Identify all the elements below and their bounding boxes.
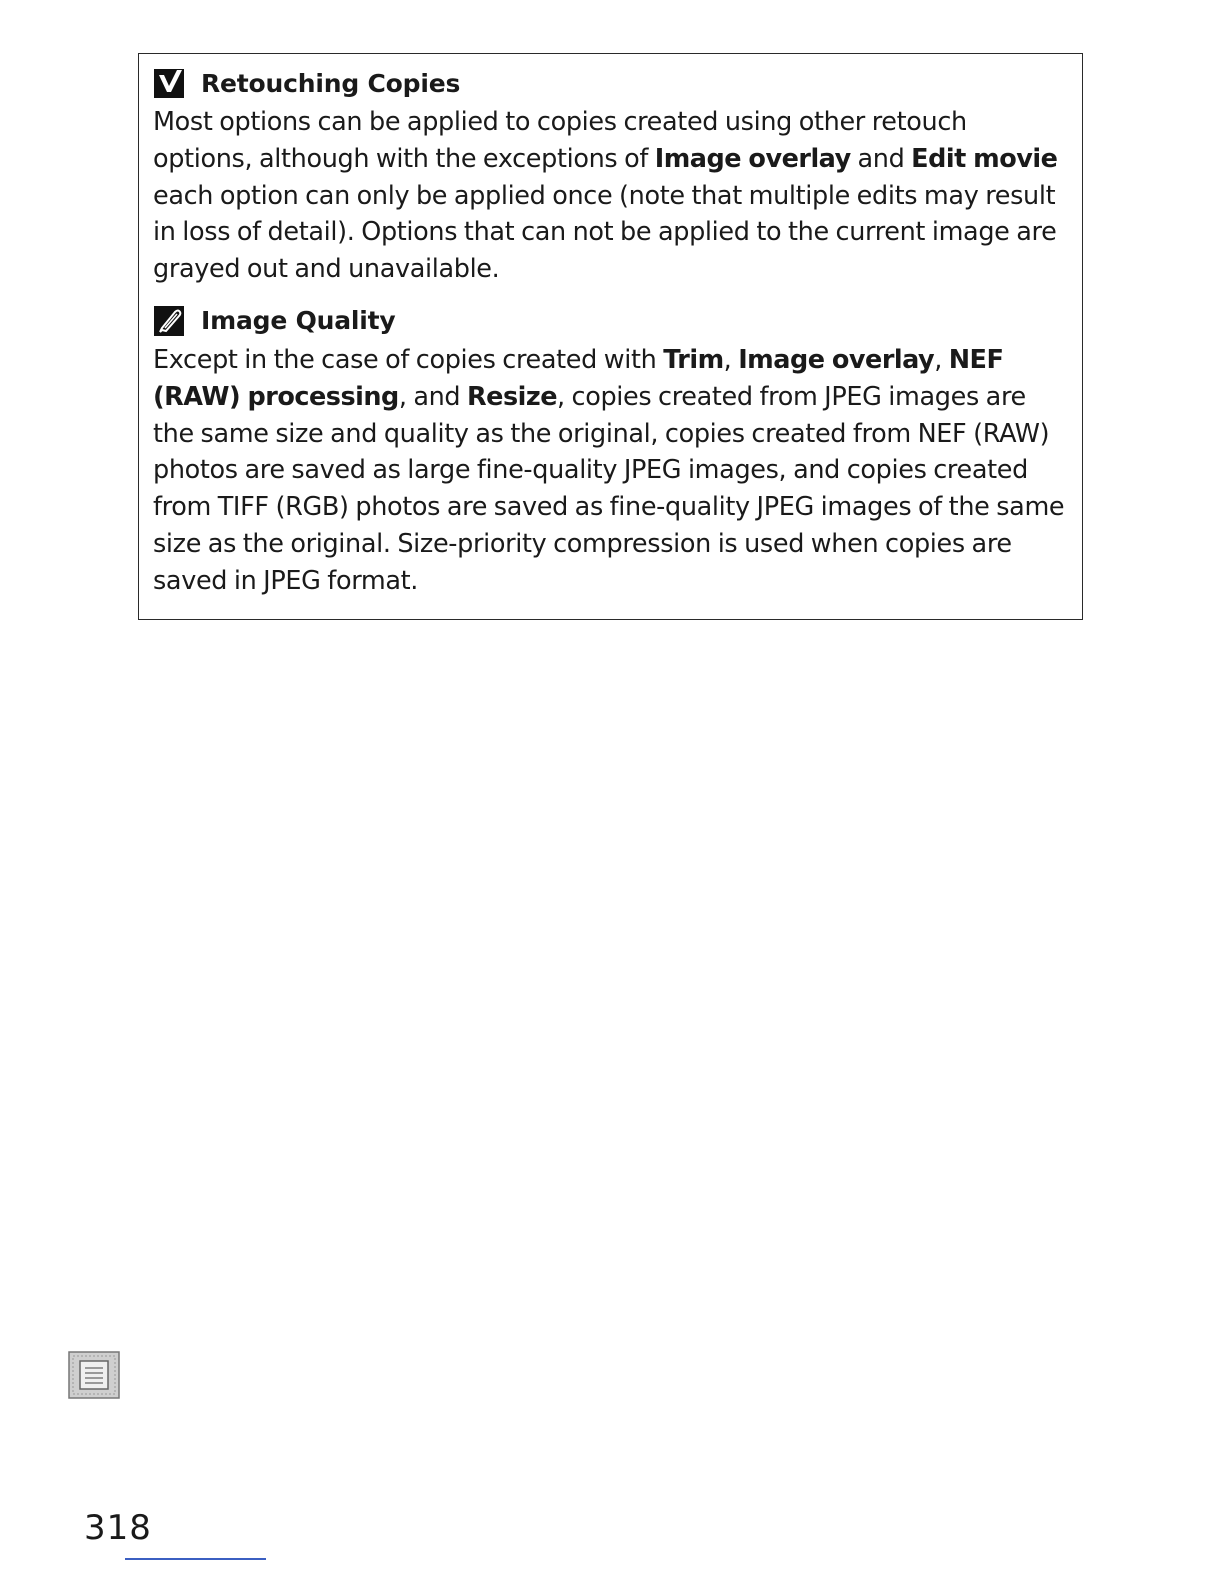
body-text: , and: [398, 381, 468, 412]
bold-term: Image overlay: [654, 143, 851, 174]
pencil-note-icon: [153, 304, 187, 338]
notes-box: [138, 53, 1083, 620]
note-image-quality: [153, 304, 1068, 600]
body-text: Except in the case of copies created with: [153, 344, 664, 375]
bold-term: Resize: [467, 381, 558, 412]
note-heading: [153, 66, 1068, 100]
body-text: each option can only be applied once (note that multiple edits may result in loss of detail). Options that can not be applied to the current image are grayed out and unavailable.: [153, 180, 1057, 285]
note-heading: [153, 304, 1068, 338]
note-title: Image Quality: [201, 306, 396, 336]
body-text: ,: [723, 344, 739, 375]
note-body: [153, 342, 1071, 600]
note-retouching-copies: [153, 66, 1068, 288]
footer-rule: [125, 1558, 266, 1560]
note-body: [153, 104, 1071, 288]
note-title: Retouching Copies: [201, 68, 461, 98]
bold-term: Edit movie: [911, 143, 1058, 174]
body-text: , copies created from JPEG images are the same size and quality as the original, copies created from NEF (RAW) photos are saved as large fine-quality JPEG images, and copies created from TIFF (RGB) photos are saved as fine-quality JPEG images of the same size as the original. Size-priority compression is used when copies are saved in JPEG format.: [153, 381, 1065, 596]
page-number: 318: [84, 1508, 152, 1548]
bold-term: NEF (RAW) processing: [153, 344, 1004, 412]
caution-check-icon: [153, 66, 187, 100]
body-text: Most options can be applied to copies created using other retouch options, although with the exceptions of: [153, 107, 967, 174]
body-text: ,: [934, 344, 949, 375]
bold-term: Trim: [663, 344, 724, 375]
body-text: and: [850, 143, 912, 174]
bold-term: Image overlay: [738, 344, 935, 375]
menu-list-icon[interactable]: [68, 1351, 120, 1399]
